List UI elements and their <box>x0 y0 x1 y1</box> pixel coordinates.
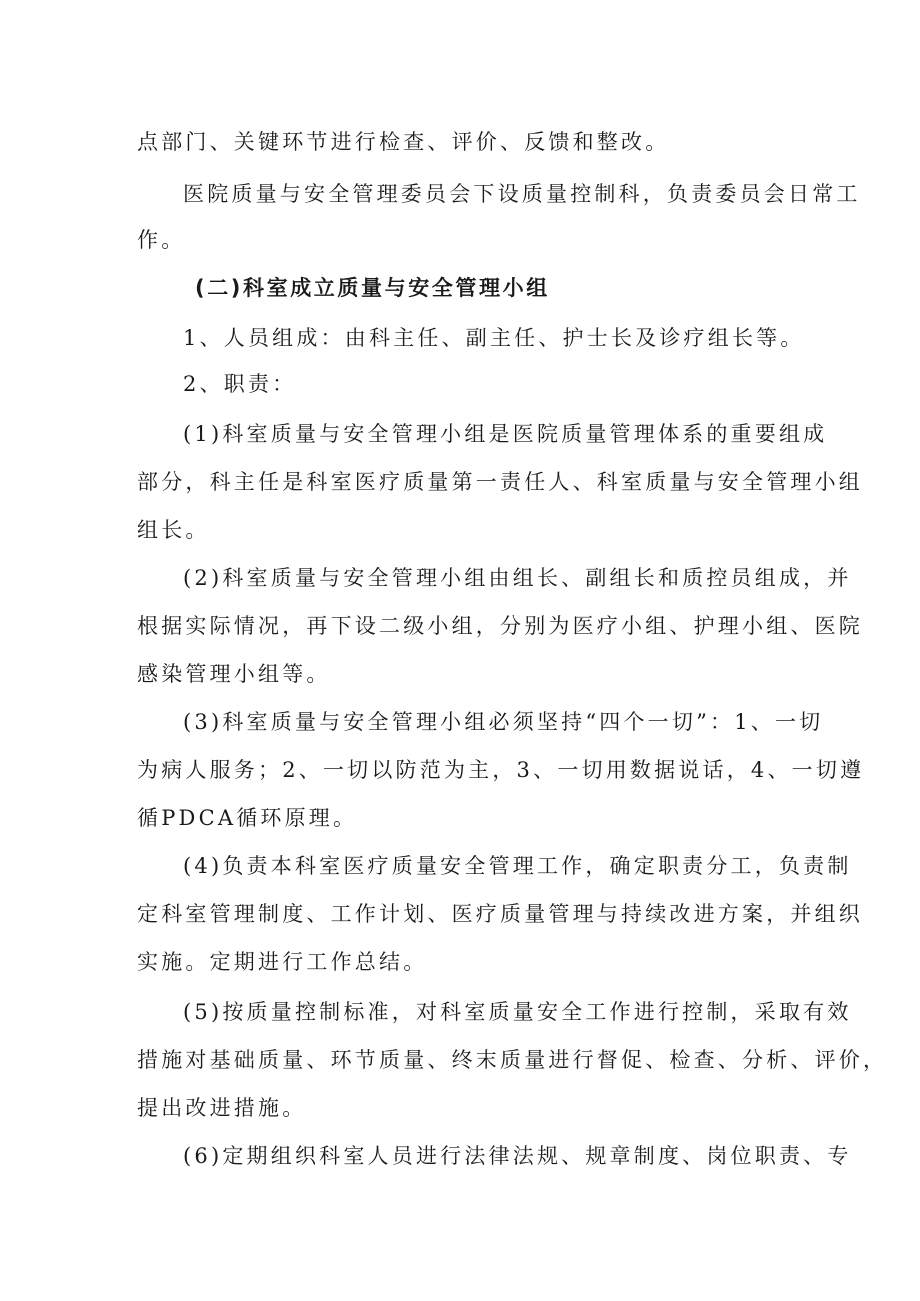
text-line: 为病人服务；2、一切以防范为主，3、一切用数据说话，4、一切遵 <box>137 758 865 782</box>
text-line: 定科室管理制度、工作计划、医疗质量管理与持续改进方案，并组织 <box>137 902 863 926</box>
text-line: 医院质量与安全管理委员会下设质量控制科，负责委员会日常工 <box>183 182 861 206</box>
text-line: (5)按质量控制标准，对科室质量安全工作进行控制，采取有效 <box>183 1000 852 1024</box>
text-line: 作。 <box>137 228 186 252</box>
text-line: 实施。定期进行工作总结。 <box>137 950 428 974</box>
text-line: 感染管理小组等。 <box>137 662 331 686</box>
text-line: 点部门、关键环节进行检查、评价、反馈和整改。 <box>137 130 670 154</box>
text-line: 循PDCA循环原理。 <box>137 806 358 830</box>
text-line: (2)科室质量与安全管理小组由组长、副组长和质控员组成，并 <box>183 566 852 590</box>
text-line: 组长。 <box>137 518 210 542</box>
text-line: (3)科室质量与安全管理小组必须坚持“四个一切”：1、一切 <box>183 710 824 734</box>
text-line: 2、职责： <box>183 372 297 396</box>
text-line: (1)科室质量与安全管理小组是医院质量管理体系的重要组成 <box>183 422 828 446</box>
text-line: 提出改进措施。 <box>137 1096 307 1120</box>
text-line: 部分，科主任是科室医疗质量第一责任人、科室质量与安全管理小组 <box>137 470 863 494</box>
section-heading: (二)科室成立质量与安全管理小组 <box>195 276 550 300</box>
text-line: (4)负责本科室医疗质量安全管理工作，确定职责分工，负责制 <box>183 854 852 878</box>
text-line: (6)定期组织科室人员进行法律法规、规章制度、岗位职责、专 <box>183 1144 852 1168</box>
text-line: 措施对基础质量、环节质量、终末质量进行督促、检查、分析、评价， <box>137 1048 888 1072</box>
text-line: 根据实际情况，再下设二级小组，分别为医疗小组、护理小组、医院 <box>137 614 863 638</box>
text-line: 1、人员组成：由科主任、副主任、护士长及诊疗组长等。 <box>183 326 805 350</box>
